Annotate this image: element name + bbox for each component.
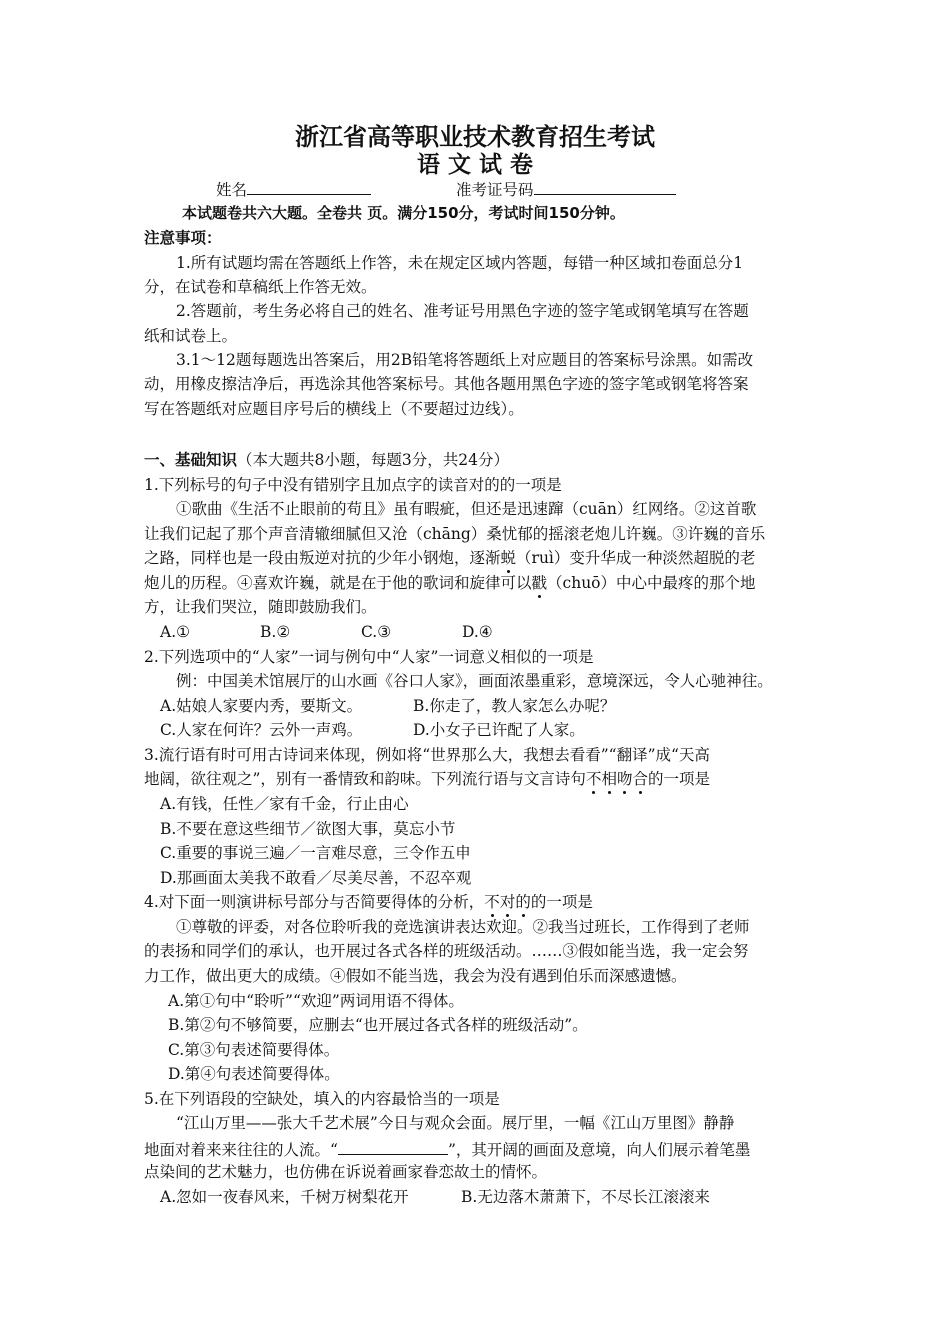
text-segment: 炮儿的历程。④喜欢许巍，就是在于他的歌词和旋律可以 [144, 574, 532, 592]
q1-passage-line [144, 572, 756, 594]
text-segment: （chuō）中心中最疼的那个地 [547, 574, 756, 592]
text-segment: （ruì）变升华成一种淡然超脱的老 [516, 549, 756, 567]
text-segment: ”，其开阔的画面及意境，向人们展示着笔墨 [447, 1141, 751, 1159]
exam-subtitle: 语 文 试 卷 [416, 152, 534, 178]
dotted-char: 戳 [531, 574, 548, 592]
q1-stem: 1.下列标号的句子中没有错别字且加点字的读音对的的一项是 [144, 476, 562, 494]
q3-stem-line: 3.流行语有时可用古诗词来体现，例如将“世界那么大，我想去看看”“翻译”成“天高 [144, 746, 710, 764]
q2-example: 例：中国美术馆展厅的山水画《谷口人家》，画面浓墨重彩，意境深远，令人心驰神往。 [176, 672, 773, 690]
q3-option-d: D.那画面太美我不敢看／尽美尽善，不忍卒观 [160, 869, 472, 887]
text-segment: 的一项是 [648, 770, 711, 788]
q3-option-b: B.不要在意这些细节／欲图大事，莫忘小节 [160, 820, 456, 838]
q5-passage-line: 点染间的艺术魅力，也仿佛在诉说着画家眷恋故土的情怀。 [144, 1163, 548, 1181]
q4-passage-line: 的表扬和同学们的承认，也开展过各式各样的班级活动。……③假如能当选，我一定会努 [144, 942, 749, 960]
q1-passage-line: 让我们记起了那个声音清辙细腻但又沧（chāng）桑忧郁的摇滚老炮儿许巍。③许巍的音乐 [144, 525, 766, 543]
q1-passage-line: 方，让我们哭泣，随即鼓励我们。 [144, 598, 377, 616]
note-line: 动，用橡皮擦洁净后，再选涂其他答案标号。其他各题用黑色字迹的签字笔或钢笔将答案 [144, 375, 749, 393]
note-line: 纸和试卷上。 [144, 327, 238, 345]
exam-summary: 本试题卷共六大题。全卷共 页。满分150分，考试时间150分钟。 [182, 204, 625, 222]
dotted-char: 相 [601, 770, 617, 788]
q4-option-b: B.第②句不够简要，应删去“也开展过各式各样的班级活动”。 [168, 1016, 588, 1034]
q5-option-a: A.忽如一夜春风来，千树万树梨花开 [160, 1188, 409, 1206]
q4-passage-line: 力工作，做出更大的成绩。④假如不能当选，我会为没有遇到伯乐而深感遗憾。 [144, 967, 687, 985]
q3-stem-line [144, 768, 710, 790]
note-line: 分，在试卷和草稿纸上作答无效。 [144, 278, 377, 296]
dotted-phrase [484, 893, 531, 911]
answer-blank [338, 1137, 448, 1155]
name-label: 姓名 [216, 181, 248, 199]
q5-passage-line: “江山万里——张大千艺术展”今日与观众会面。展厅里，一幅《江山万里图》静静 [176, 1114, 735, 1132]
text-segment: 4.对下面一则演讲标号部分与否简要得体的分析， [144, 893, 485, 911]
id-label: 准考证号码 [456, 181, 534, 199]
q4-option-d: D.第④句表述简要得体。 [168, 1065, 340, 1083]
dotted-char: 对 [499, 893, 516, 911]
note-line: 1.所有试题均需在答题纸上作答，未在规定区域内答题，每错一种区域扣卷面总分1 [176, 254, 744, 272]
exam-title: 浙江省高等职业技术教育招生考试 [295, 123, 655, 151]
q5-stem: 5.在下列语段的空缺处，填入的内容最恰当的一项是 [144, 1090, 500, 1108]
q4-option-a: A.第①句中“聆听”“欢迎”两词用语不得体。 [168, 992, 464, 1010]
q2-option-d: D.小女子已许配了人家。 [413, 721, 585, 739]
q1-option-b: B.② [260, 623, 291, 641]
name-field [216, 177, 371, 201]
id-blank [534, 177, 676, 195]
q2-stem: 2.下列选项中的“人家”一词与例句中“人家”一词意义相似的一项是 [144, 648, 594, 666]
q5-option-b: B.无边落木萧萧下，不尽长江滚滚来 [461, 1188, 710, 1206]
q1-passage-line [144, 547, 755, 569]
dotted-char: 的 [515, 893, 531, 911]
notes-heading: 注意事项： [144, 229, 222, 247]
text-segment: 地阔，欲往观之”，别有一番情致和韵味。下列流行语与文言诗句 [144, 770, 586, 788]
note-line: 写在答题纸对应题目序号后的横线上（不要超过边线）。 [144, 400, 524, 418]
dotted-phrase [586, 770, 648, 788]
q4-passage-line: ①尊敬的评委，对各位聆听我的竞选演讲表达欢迎。②我当过班长，工作得到了老师 [176, 918, 750, 936]
text-segment: 地面对着来来往往的人流。“ [144, 1141, 338, 1159]
q2-option-a: A.姑娘人家要内秀，要斯文。 [160, 697, 363, 715]
dotted-char: 合 [632, 770, 648, 788]
section-heading [144, 449, 509, 471]
dotted-char: 吻 [616, 770, 633, 788]
dotted-char: 不 [484, 893, 500, 911]
id-field [456, 177, 676, 201]
q1-option-d: D.④ [462, 623, 493, 641]
q1-passage-line: ①歌曲《生活不止眼前的苟且》虽有暇疵，但还是迅速蹿（cuān）红网络。②这首歌 [176, 500, 757, 518]
text-segment: 的一项是 [530, 893, 593, 911]
q5-passage-line [144, 1137, 750, 1161]
note-line: 3.1～12题每题选出答案后，用2B铅笔将答题纸上对应题目的答案标号涂黑。如需改 [176, 351, 754, 369]
q4-option-c: C.第③句表述简要得体。 [168, 1041, 340, 1059]
q3-option-a: A.有钱，任性／家有千金，行止由心 [160, 795, 409, 813]
q4-stem [144, 891, 593, 913]
q2-option-c: C.人家在何许？云外一声鸡。 [160, 721, 363, 739]
dotted-char: 不 [585, 770, 602, 788]
section-note: （本大题共8小题，每题3分，共24分） [237, 451, 509, 469]
note-line: 2.答题前，考生务必将自己的姓名、准考证号用黑色字迹的签字笔或钢笔填写在答题 [176, 302, 749, 320]
text-segment: 之路，同样也是一段由叛逆对抗的少年小钢炮，逐渐 [144, 549, 501, 567]
name-blank [247, 177, 371, 195]
q1-option-c: C.③ [361, 623, 392, 641]
dotted-char: 蜕 [500, 549, 517, 567]
section-title: 一、基础知识 [144, 451, 238, 469]
q2-option-b: B.你走了，教人家怎么办呢？ [413, 697, 616, 715]
q1-option-a: A.① [160, 623, 191, 641]
q3-option-c: C.重要的事说三遍／一言难尽意，三令作五申 [160, 844, 471, 862]
